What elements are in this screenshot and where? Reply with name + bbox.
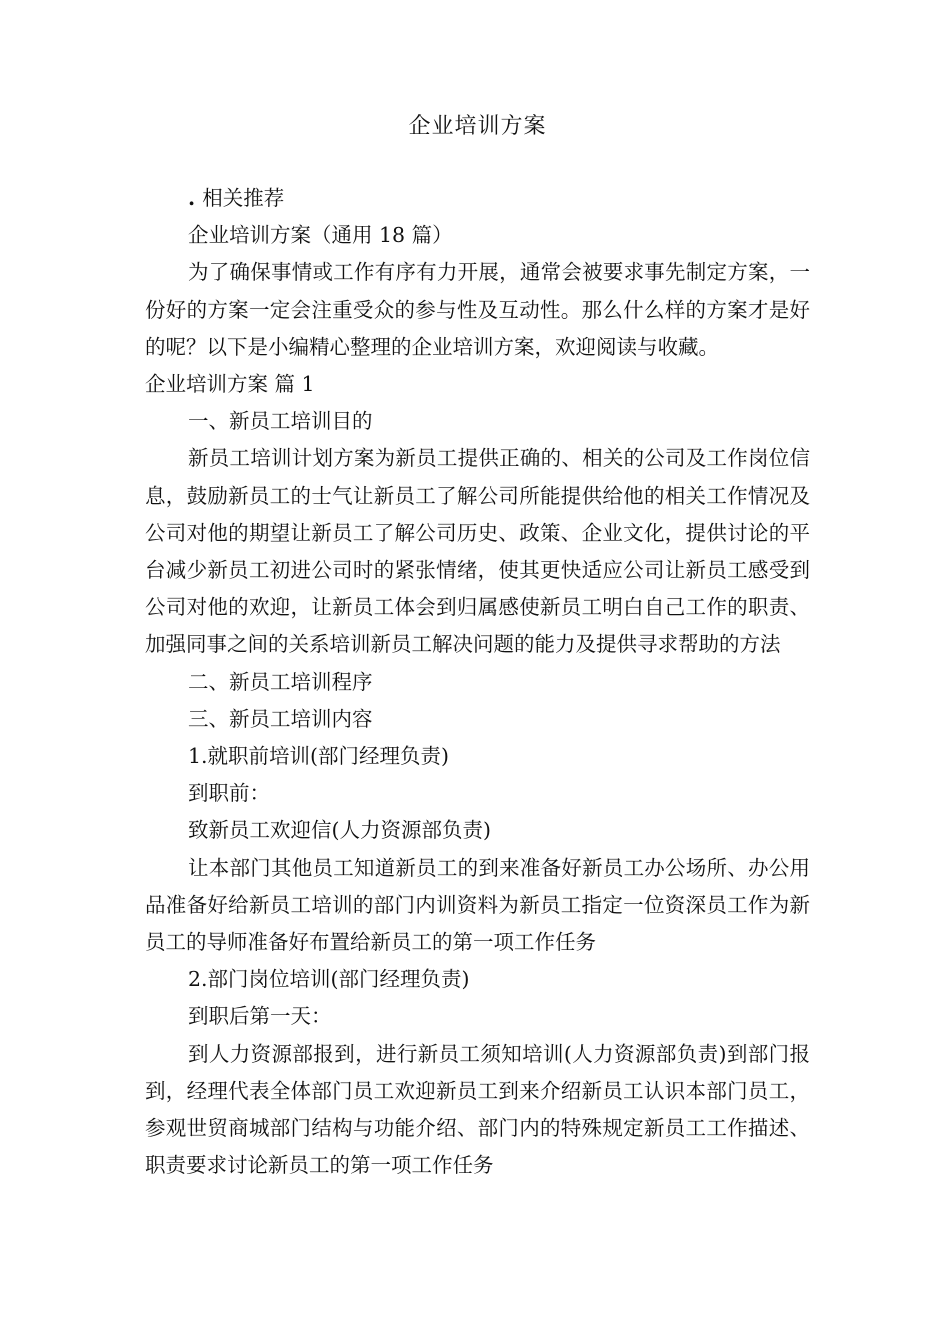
section-heading-3: 三、新员工培训内容	[188, 706, 373, 731]
chapter-heading: 企业培训方案 篇 1	[145, 372, 315, 397]
document-title: 企业培训方案	[408, 114, 547, 139]
welcome-letter-line: 致新员工欢迎信(人力资源部负责)	[188, 818, 491, 843]
item-heading-1: 1.就职前培训(部门经理负责)	[188, 744, 450, 769]
first-day-label: 到职后第一天：	[188, 1004, 332, 1029]
purpose-paragraph: 新员工培训计划方案为新员工提供正确的、相关的公司及工作岗位信息，鼓励新员工的士气让新员工了解公司所能提供给他的相关工作情况及公司对他的期望让新员工了解公司历史、政策、企业文化，提供讨论的平台减少新员工初进公司时的紧张情绪，使其更快适应公司让新员工感受到公司对他的欢迎，让新员工体会到归属感使新员工明白自己工作的职责、加强同事之间的关系培训新员工解决问题的能力及提供寻求帮助的方法	[145, 446, 810, 657]
intro-paragraph: 为了确保事情或工作有序有力开展，通常会被要求事先制定方案，一份好的方案一定会注重受众的参与性及互动性。那么什么样的方案才是好的呢？以下是小编精心整理的企业培训方案，欢迎阅读与收藏。	[145, 260, 810, 359]
before-join-label: 到职前：	[188, 781, 270, 806]
preparation-paragraph: 让本部门其他员工知道新员工的到来准备好新员工办公场所、办公用品准备好给新员工培训的部门内训资料为新员工指定一位资深员工作为新员工的导师准备好布置给新员工的第一项工作任务	[145, 855, 810, 955]
bullet-dot: .	[188, 186, 203, 210]
section-heading-1: 一、新员工培训目的	[188, 409, 373, 434]
section-heading-2: 二、新员工培训程序	[188, 669, 373, 694]
related-heading	[145, 180, 810, 217]
first-day-paragraph: 到人力资源部报到，进行新员工须知培训(人力资源部负责)到部门报到，经理代表全体部门员工欢迎新员工到来介绍新员工认识本部门员工，参观世贸商城部门结构与功能介绍、部门内的特殊规定新员工工作描述、职责要求讨论新员工的第一项工作任务	[145, 1041, 810, 1178]
document-subtitle: 企业培训方案（通用 18 篇）	[188, 223, 453, 248]
related-label: 相关推荐	[202, 186, 285, 210]
item-heading-2: 2.部门岗位培训(部门经理负责)	[188, 967, 470, 992]
